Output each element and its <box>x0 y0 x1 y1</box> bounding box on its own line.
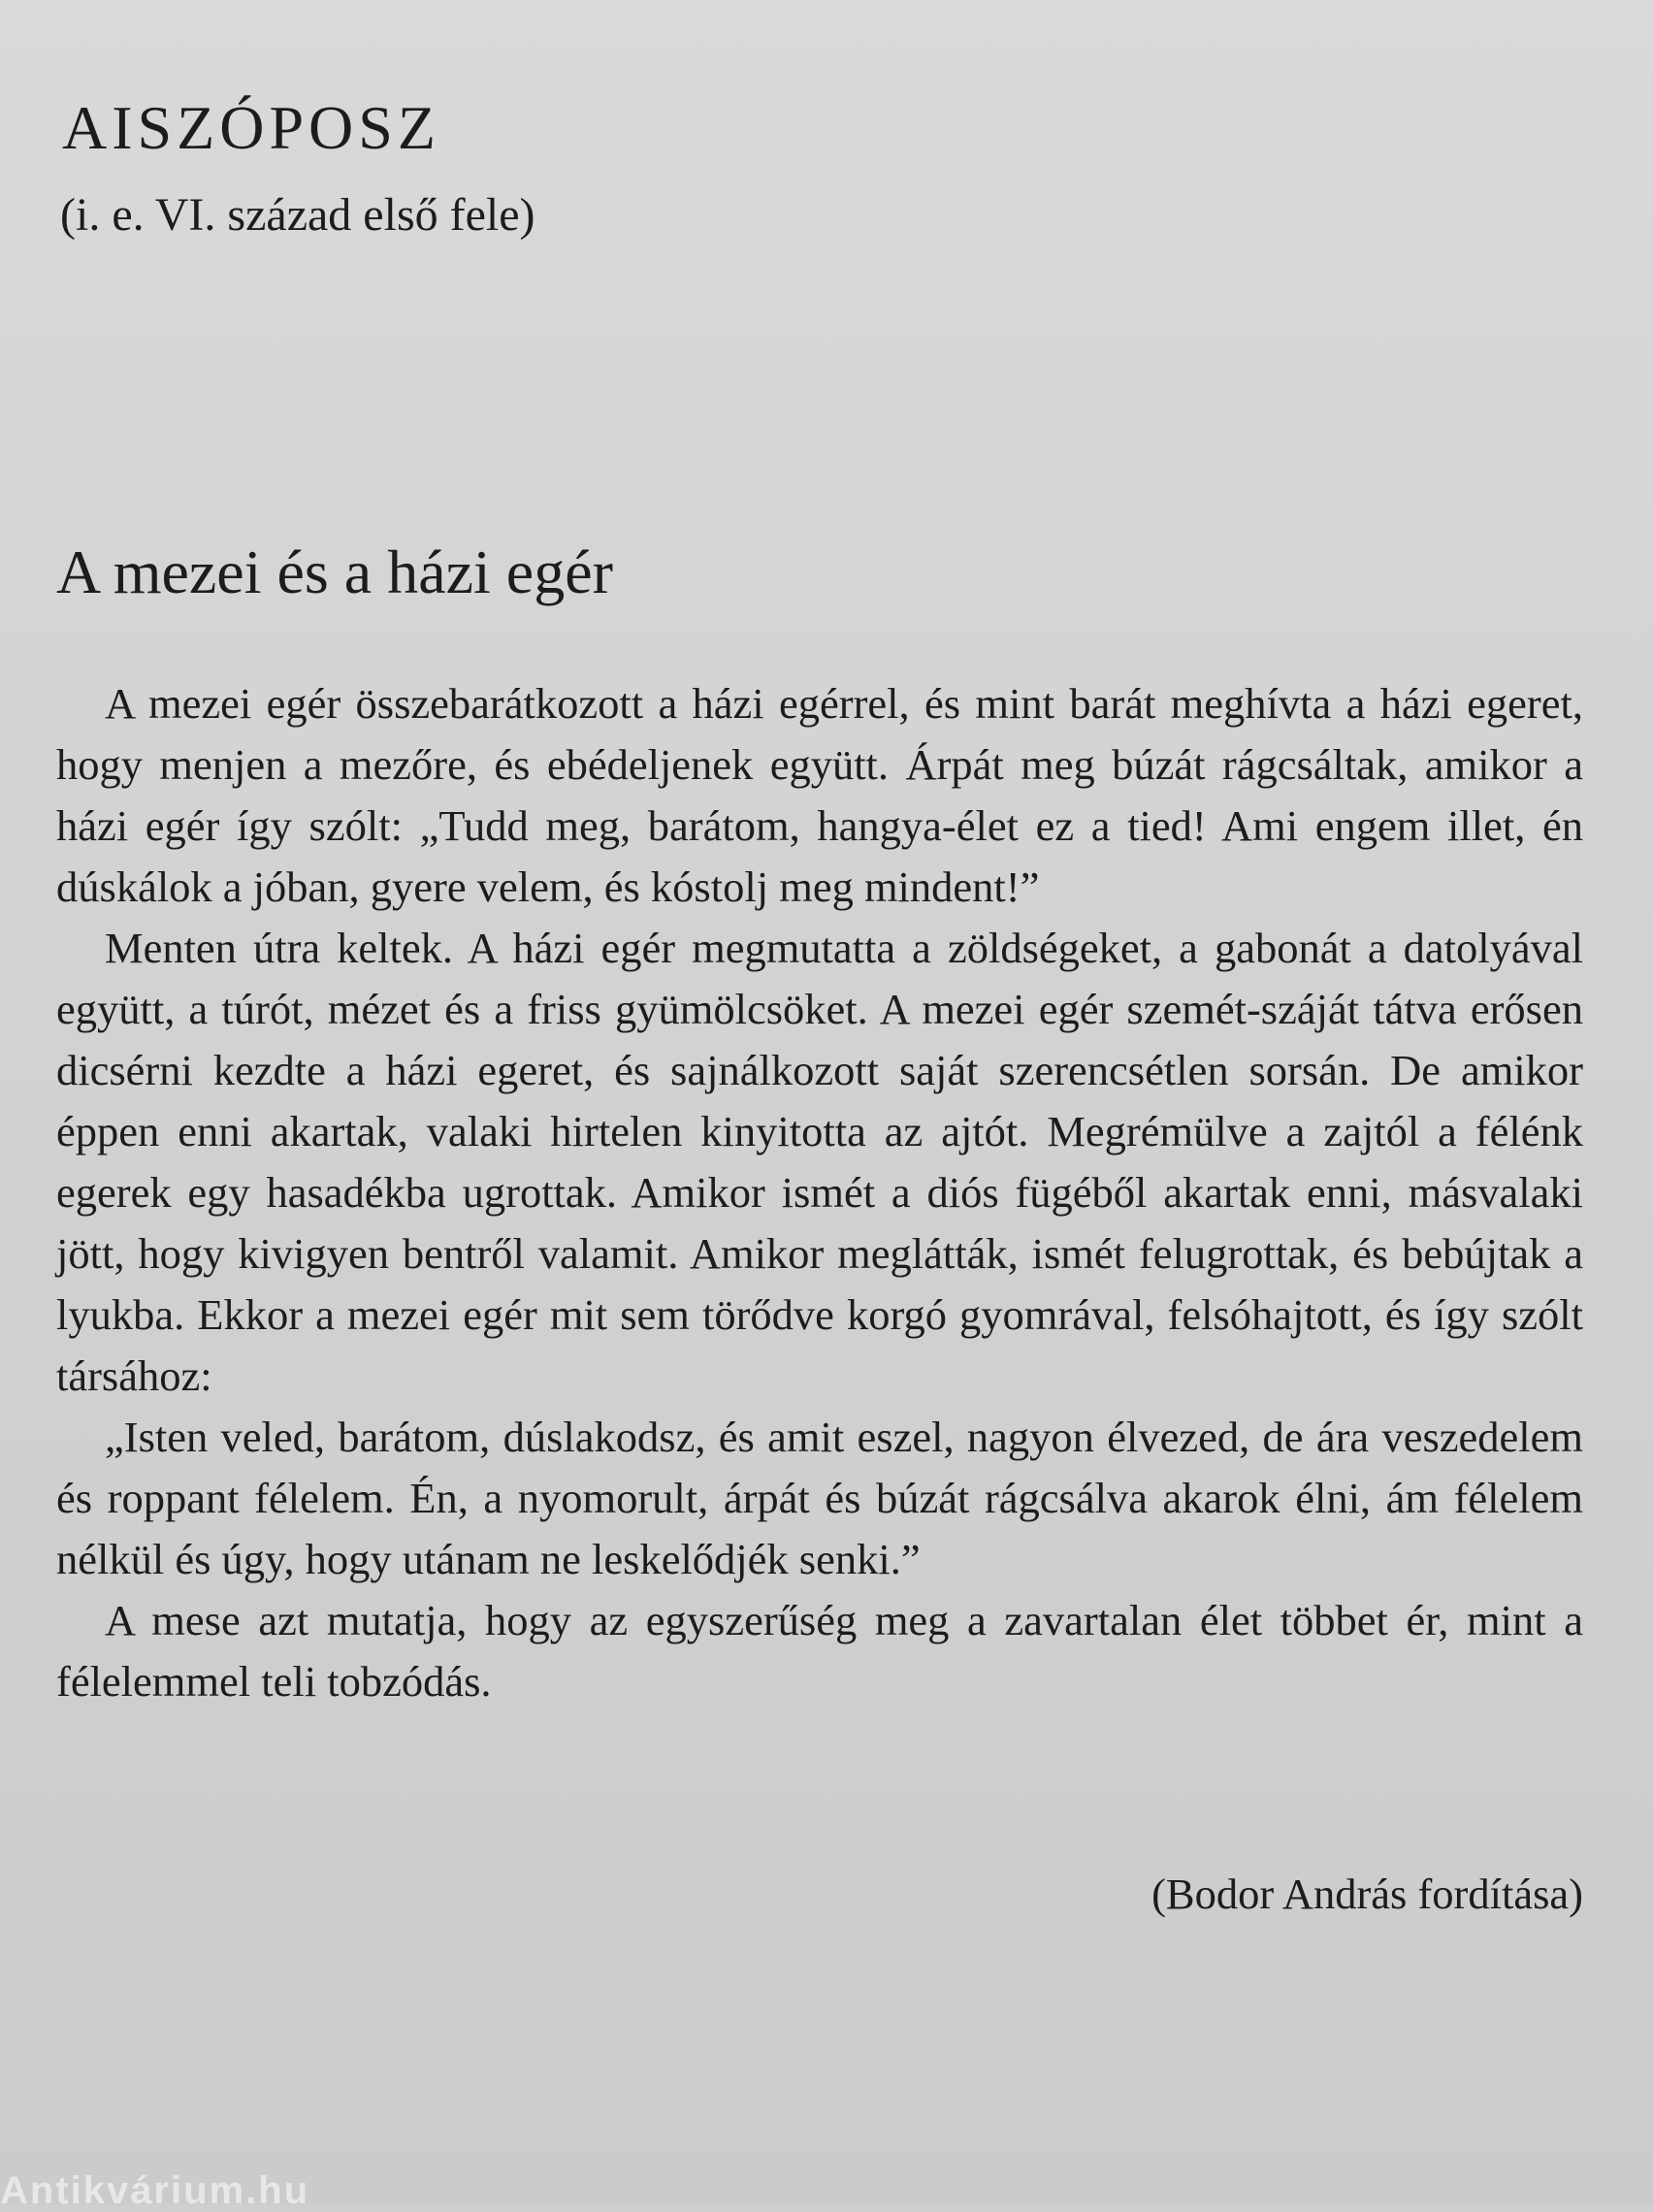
author-dates: (i. e. VI. század első fele) <box>60 189 535 241</box>
paragraph: „Isten veled, barátom, dúslakodsz, és amit eszel, nagyon élvezed, de ára veszedelem és roppant félelem. Én, a nyomorult, árpát és búzát rágcsálva akarok élni, ám félelem nélkül és úgy, hogy utánam ne leskelődjék senki.” <box>56 1413 1583 1583</box>
paragraph: A mese azt mutatja, hogy az egyszerűség meg a zavartalan élet többet ér, mint a félelemmel teli tobzódás. <box>56 1596 1583 1706</box>
paragraph: Menten útra keltek. A házi egér megmutatta a zöldségeket, a gabonát a datolyával együtt, a túrót, mézet és a friss gyümölcsöket. A mezei egér szemét-száját tátva erősen dicsérni kezdte a házi egeret, és sajnálkozott saját szerencsétlen sorsán. De amikor éppen enni akartak, valaki hirtelen kinyitotta az ajtót. Megrémülve a zajtól a félénk egerek egy hasadékba ugrottak. Amikor ismét a diós fügéből akartak enni, másvalaki jött, hogy kivigyen bentről valamit. Amikor meglátták, ismét felugrottak, és bebújtak a lyukba. Ekkor a mezei egér mit sem törődve korgó gyomrával, felsóhajtott, és így szólt társához: <box>56 924 1583 1400</box>
translator-credit: (Bodor András fordítása) <box>1151 1870 1583 1918</box>
author-heading: AISZÓPOSZ <box>62 93 440 162</box>
paragraph: A mezei egér összebarátkozott a házi egérrel, és mint barát meghívta a házi egeret, hogy menjen a mezőre, és ebédeljenek együtt. Árpát meg búzát rágcsáltak, amikor a házi egér így szólt: „Tudd meg, barátom, hangya-élet ez a tied! Ami engem illet, én dúskálok a jóban, gyere velem, és kóstolj meg mindent!” <box>56 679 1583 911</box>
fable-title: A mezei és a házi egér <box>56 537 613 606</box>
fable-body <box>56 673 1583 1712</box>
watermark: Antikvárium.hu <box>0 2169 310 2212</box>
